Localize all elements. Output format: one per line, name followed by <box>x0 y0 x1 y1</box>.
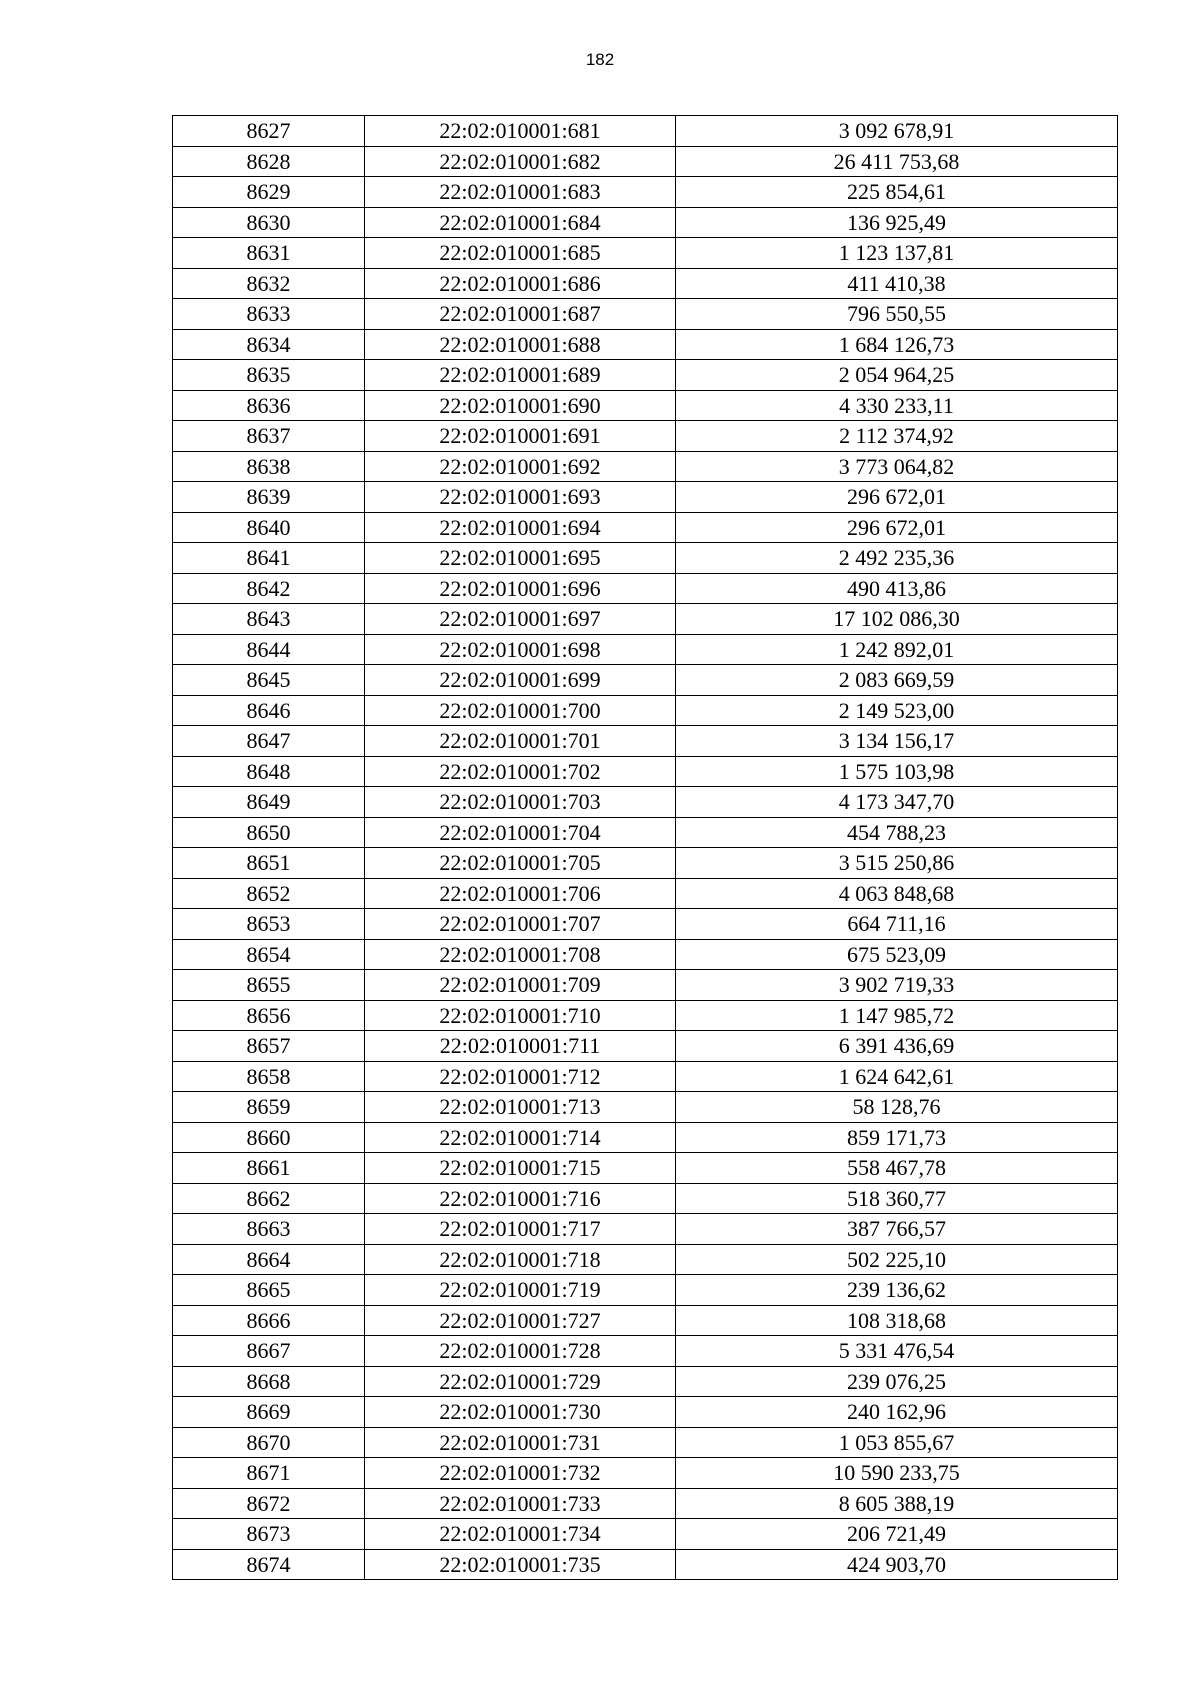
cadastral-number-cell: 22:02:010001:708 <box>365 939 676 970</box>
cadastral-number-cell: 22:02:010001:697 <box>365 604 676 635</box>
value-cell: 518 360,77 <box>676 1183 1118 1214</box>
cadastral-number-cell: 22:02:010001:699 <box>365 665 676 696</box>
value-cell: 58 128,76 <box>676 1092 1118 1123</box>
row-number-cell: 8673 <box>173 1519 365 1550</box>
cadastral-number-cell: 22:02:010001:702 <box>365 756 676 787</box>
row-number-cell: 8635 <box>173 360 365 391</box>
table-row <box>173 543 1118 574</box>
value-cell: 4 330 233,11 <box>676 390 1118 421</box>
table-row <box>173 1275 1118 1306</box>
row-number-cell: 8642 <box>173 573 365 604</box>
table-row <box>173 573 1118 604</box>
row-number-cell: 8639 <box>173 482 365 513</box>
cadastral-number-cell: 22:02:010001:735 <box>365 1549 676 1580</box>
cadastral-number-cell: 22:02:010001:705 <box>365 848 676 879</box>
row-number-cell: 8660 <box>173 1122 365 1153</box>
table-row <box>173 116 1118 147</box>
cadastral-number-cell: 22:02:010001:732 <box>365 1458 676 1489</box>
table-body <box>173 116 1118 1580</box>
cadastral-number-cell: 22:02:010001:719 <box>365 1275 676 1306</box>
value-cell: 2 112 374,92 <box>676 421 1118 452</box>
table-row <box>173 451 1118 482</box>
table-row <box>173 1488 1118 1519</box>
value-cell: 239 076,25 <box>676 1366 1118 1397</box>
cadastral-number-cell: 22:02:010001:698 <box>365 634 676 665</box>
table-row <box>173 1153 1118 1184</box>
cadastral-number-cell: 22:02:010001:689 <box>365 360 676 391</box>
value-cell: 3 515 250,86 <box>676 848 1118 879</box>
value-cell: 675 523,09 <box>676 939 1118 970</box>
cadastral-number-cell: 22:02:010001:731 <box>365 1427 676 1458</box>
value-cell: 2 492 235,36 <box>676 543 1118 574</box>
table-row <box>173 939 1118 970</box>
row-number-cell: 8656 <box>173 1000 365 1031</box>
table-row <box>173 848 1118 879</box>
value-cell: 2 149 523,00 <box>676 695 1118 726</box>
cadastral-number-cell: 22:02:010001:730 <box>365 1397 676 1428</box>
row-number-cell: 8637 <box>173 421 365 452</box>
table-row <box>173 1244 1118 1275</box>
table-row <box>173 360 1118 391</box>
table-row <box>173 207 1118 238</box>
value-cell: 1 123 137,81 <box>676 238 1118 269</box>
value-cell: 5 331 476,54 <box>676 1336 1118 1367</box>
cadastral-number-cell: 22:02:010001:734 <box>365 1519 676 1550</box>
value-cell: 502 225,10 <box>676 1244 1118 1275</box>
value-cell: 206 721,49 <box>676 1519 1118 1550</box>
row-number-cell: 8643 <box>173 604 365 635</box>
row-number-cell: 8672 <box>173 1488 365 1519</box>
cadastral-number-cell: 22:02:010001:687 <box>365 299 676 330</box>
table-row <box>173 1397 1118 1428</box>
row-number-cell: 8655 <box>173 970 365 1001</box>
table-row <box>173 390 1118 421</box>
value-cell: 796 550,55 <box>676 299 1118 330</box>
value-cell: 240 162,96 <box>676 1397 1118 1428</box>
table-row <box>173 1000 1118 1031</box>
value-cell: 1 242 892,01 <box>676 634 1118 665</box>
value-cell: 1 624 642,61 <box>676 1061 1118 1092</box>
row-number-cell: 8641 <box>173 543 365 574</box>
cadastral-number-cell: 22:02:010001:703 <box>365 787 676 818</box>
cadastral-number-cell: 22:02:010001:692 <box>365 451 676 482</box>
row-number-cell: 8669 <box>173 1397 365 1428</box>
value-cell: 1 147 985,72 <box>676 1000 1118 1031</box>
table-row <box>173 1092 1118 1123</box>
row-number-cell: 8645 <box>173 665 365 696</box>
row-number-cell: 8666 <box>173 1305 365 1336</box>
table-row <box>173 512 1118 543</box>
cadastral-number-cell: 22:02:010001:681 <box>365 116 676 147</box>
value-cell: 387 766,57 <box>676 1214 1118 1245</box>
row-number-cell: 8670 <box>173 1427 365 1458</box>
cadastral-number-cell: 22:02:010001:712 <box>365 1061 676 1092</box>
value-cell: 490 413,86 <box>676 573 1118 604</box>
row-number-cell: 8674 <box>173 1549 365 1580</box>
row-number-cell: 8653 <box>173 909 365 940</box>
row-number-cell: 8662 <box>173 1183 365 1214</box>
row-number-cell: 8650 <box>173 817 365 848</box>
table-row <box>173 299 1118 330</box>
cadastral-number-cell: 22:02:010001:686 <box>365 268 676 299</box>
cadastral-number-cell: 22:02:010001:695 <box>365 543 676 574</box>
value-cell: 108 318,68 <box>676 1305 1118 1336</box>
row-number-cell: 8651 <box>173 848 365 879</box>
table-row <box>173 787 1118 818</box>
cadastral-number-cell: 22:02:010001:713 <box>365 1092 676 1123</box>
table-row <box>173 1061 1118 1092</box>
row-number-cell: 8630 <box>173 207 365 238</box>
row-number-cell: 8632 <box>173 268 365 299</box>
cadastral-table <box>172 115 1118 1580</box>
row-number-cell: 8634 <box>173 329 365 360</box>
row-number-cell: 8652 <box>173 878 365 909</box>
value-cell: 2 054 964,25 <box>676 360 1118 391</box>
row-number-cell: 8667 <box>173 1336 365 1367</box>
cadastral-number-cell: 22:02:010001:696 <box>365 573 676 604</box>
table-row <box>173 1427 1118 1458</box>
value-cell: 558 467,78 <box>676 1153 1118 1184</box>
row-number-cell: 8627 <box>173 116 365 147</box>
row-number-cell: 8646 <box>173 695 365 726</box>
table-row <box>173 604 1118 635</box>
cadastral-number-cell: 22:02:010001:700 <box>365 695 676 726</box>
cadastral-number-cell: 22:02:010001:729 <box>365 1366 676 1397</box>
value-cell: 225 854,61 <box>676 177 1118 208</box>
cadastral-number-cell: 22:02:010001:711 <box>365 1031 676 1062</box>
cadastral-number-cell: 22:02:010001:715 <box>365 1153 676 1184</box>
row-number-cell: 8628 <box>173 146 365 177</box>
value-cell: 1 684 126,73 <box>676 329 1118 360</box>
cadastral-number-cell: 22:02:010001:717 <box>365 1214 676 1245</box>
cadastral-number-cell: 22:02:010001:701 <box>365 726 676 757</box>
value-cell: 3 092 678,91 <box>676 116 1118 147</box>
table-row <box>173 1122 1118 1153</box>
cadastral-number-cell: 22:02:010001:707 <box>365 909 676 940</box>
cadastral-number-cell: 22:02:010001:684 <box>365 207 676 238</box>
value-cell: 411 410,38 <box>676 268 1118 299</box>
table-row <box>173 177 1118 208</box>
cadastral-number-cell: 22:02:010001:682 <box>365 146 676 177</box>
table-row <box>173 1458 1118 1489</box>
value-cell: 3 773 064,82 <box>676 451 1118 482</box>
value-cell: 664 711,16 <box>676 909 1118 940</box>
table-row <box>173 238 1118 269</box>
value-cell: 2 083 669,59 <box>676 665 1118 696</box>
row-number-cell: 8640 <box>173 512 365 543</box>
row-number-cell: 8638 <box>173 451 365 482</box>
table-row <box>173 421 1118 452</box>
value-cell: 454 788,23 <box>676 817 1118 848</box>
table-row <box>173 482 1118 513</box>
table-row <box>173 970 1118 1001</box>
value-cell: 3 134 156,17 <box>676 726 1118 757</box>
row-number-cell: 8664 <box>173 1244 365 1275</box>
cadastral-number-cell: 22:02:010001:704 <box>365 817 676 848</box>
cadastral-number-cell: 22:02:010001:733 <box>365 1488 676 1519</box>
row-number-cell: 8629 <box>173 177 365 208</box>
value-cell: 17 102 086,30 <box>676 604 1118 635</box>
table-row <box>173 1366 1118 1397</box>
table-row <box>173 756 1118 787</box>
table-row <box>173 268 1118 299</box>
row-number-cell: 8658 <box>173 1061 365 1092</box>
cadastral-number-cell: 22:02:010001:718 <box>365 1244 676 1275</box>
row-number-cell: 8631 <box>173 238 365 269</box>
value-cell: 8 605 388,19 <box>676 1488 1118 1519</box>
table-row <box>173 726 1118 757</box>
value-cell: 4 173 347,70 <box>676 787 1118 818</box>
table-row <box>173 146 1118 177</box>
row-number-cell: 8657 <box>173 1031 365 1062</box>
cadastral-number-cell: 22:02:010001:714 <box>365 1122 676 1153</box>
value-cell: 10 590 233,75 <box>676 1458 1118 1489</box>
row-number-cell: 8665 <box>173 1275 365 1306</box>
cadastral-number-cell: 22:02:010001:710 <box>365 1000 676 1031</box>
value-cell: 859 171,73 <box>676 1122 1118 1153</box>
row-number-cell: 8654 <box>173 939 365 970</box>
row-number-cell: 8668 <box>173 1366 365 1397</box>
cadastral-number-cell: 22:02:010001:685 <box>365 238 676 269</box>
value-cell: 1 575 103,98 <box>676 756 1118 787</box>
value-cell: 4 063 848,68 <box>676 878 1118 909</box>
table-row <box>173 1031 1118 1062</box>
table-row <box>173 1519 1118 1550</box>
row-number-cell: 8671 <box>173 1458 365 1489</box>
row-number-cell: 8649 <box>173 787 365 818</box>
page-number: 182 <box>585 50 615 69</box>
value-cell: 239 136,62 <box>676 1275 1118 1306</box>
table-row <box>173 665 1118 696</box>
table-row <box>173 329 1118 360</box>
cadastral-number-cell: 22:02:010001:709 <box>365 970 676 1001</box>
cadastral-number-cell: 22:02:010001:716 <box>365 1183 676 1214</box>
cadastral-number-cell: 22:02:010001:690 <box>365 390 676 421</box>
cadastral-number-cell: 22:02:010001:728 <box>365 1336 676 1367</box>
cadastral-number-cell: 22:02:010001:683 <box>365 177 676 208</box>
value-cell: 6 391 436,69 <box>676 1031 1118 1062</box>
table-row <box>173 1549 1118 1580</box>
row-number-cell: 8636 <box>173 390 365 421</box>
value-cell: 136 925,49 <box>676 207 1118 238</box>
row-number-cell: 8663 <box>173 1214 365 1245</box>
value-cell: 296 672,01 <box>676 482 1118 513</box>
row-number-cell: 8644 <box>173 634 365 665</box>
table-row <box>173 878 1118 909</box>
value-cell: 296 672,01 <box>676 512 1118 543</box>
table-row <box>173 1183 1118 1214</box>
table-row <box>173 695 1118 726</box>
cadastral-number-cell: 22:02:010001:688 <box>365 329 676 360</box>
table-row <box>173 817 1118 848</box>
cadastral-number-cell: 22:02:010001:727 <box>365 1305 676 1336</box>
table-row <box>173 1214 1118 1245</box>
value-cell: 26 411 753,68 <box>676 146 1118 177</box>
value-cell: 3 902 719,33 <box>676 970 1118 1001</box>
cadastral-number-cell: 22:02:010001:706 <box>365 878 676 909</box>
table-row <box>173 909 1118 940</box>
row-number-cell: 8647 <box>173 726 365 757</box>
table-row <box>173 1305 1118 1336</box>
cadastral-number-cell: 22:02:010001:691 <box>365 421 676 452</box>
value-cell: 424 903,70 <box>676 1549 1118 1580</box>
row-number-cell: 8661 <box>173 1153 365 1184</box>
row-number-cell: 8633 <box>173 299 365 330</box>
row-number-cell: 8648 <box>173 756 365 787</box>
cadastral-number-cell: 22:02:010001:694 <box>365 512 676 543</box>
cadastral-number-cell: 22:02:010001:693 <box>365 482 676 513</box>
table-row <box>173 1336 1118 1367</box>
row-number-cell: 8659 <box>173 1092 365 1123</box>
table-row <box>173 634 1118 665</box>
value-cell: 1 053 855,67 <box>676 1427 1118 1458</box>
